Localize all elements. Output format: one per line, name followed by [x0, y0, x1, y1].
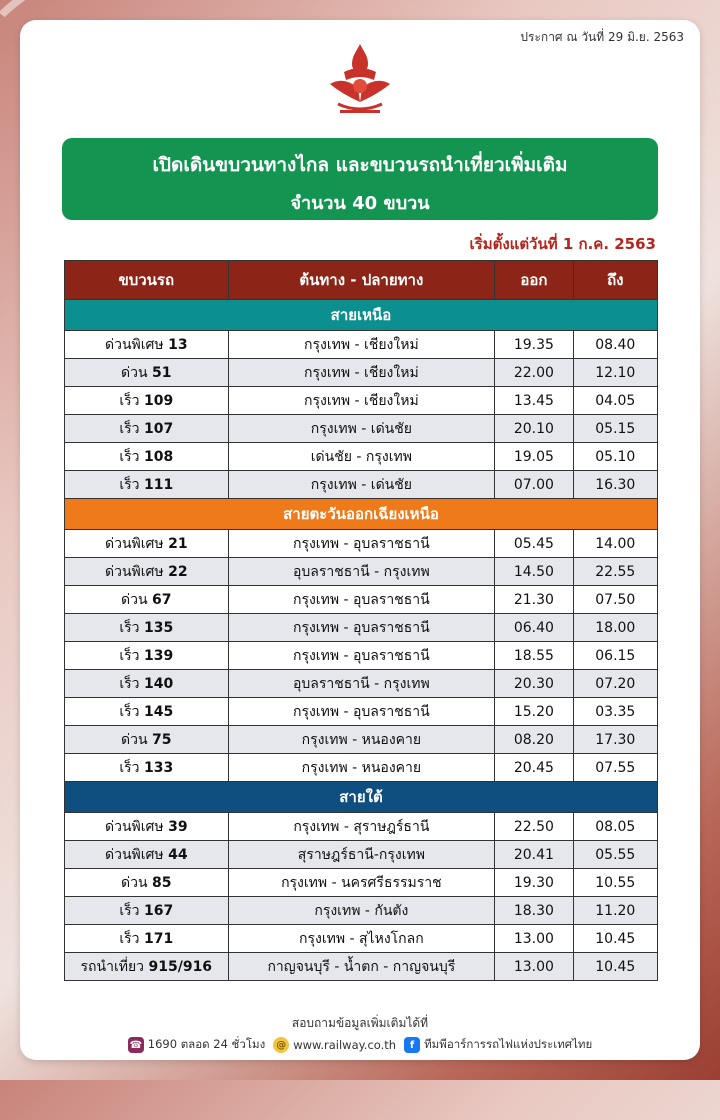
arrive-cell: 08.40 [573, 331, 657, 359]
train-cell [65, 897, 229, 925]
arrive-cell: 18.00 [573, 614, 657, 642]
region-row-north [65, 300, 658, 331]
train-number: 75 [152, 731, 172, 748]
train-cell [65, 754, 229, 782]
arrive-cell: 08.05 [573, 813, 657, 841]
train-type: ด่วนพิเศษ [104, 818, 164, 835]
depart-cell: 07.00 [495, 471, 573, 499]
region-title: สายเหนือ [65, 300, 658, 331]
facebook-icon: f [404, 1037, 420, 1053]
table-row [65, 869, 658, 897]
depart-cell: 08.20 [495, 726, 573, 754]
arrive-cell: 07.55 [573, 754, 657, 782]
route-cell: กรุงเทพ - อุบลราชธานี [228, 698, 495, 726]
table-row [65, 953, 658, 981]
train-cell [65, 443, 229, 471]
depart-cell: 13.00 [495, 925, 573, 953]
website-text: www.railway.co.th [293, 1038, 397, 1052]
depart-cell: 20.45 [495, 754, 573, 782]
route-cell: เด่นชัย - กรุงเทพ [228, 443, 495, 471]
train-cell [65, 415, 229, 443]
route-cell: กรุงเทพ - หนองคาย [228, 726, 495, 754]
table-row [65, 841, 658, 869]
train-cell [65, 359, 229, 387]
depart-cell: 19.30 [495, 869, 573, 897]
table-row [65, 530, 658, 558]
train-cell [65, 670, 229, 698]
train-number: 51 [152, 364, 172, 381]
route-cell: กรุงเทพ - อุบลราชธานี [228, 614, 495, 642]
arrive-cell: 16.30 [573, 471, 657, 499]
depart-cell: 13.00 [495, 953, 573, 981]
arrive-cell: 14.00 [573, 530, 657, 558]
train-type: เร็ว [119, 930, 140, 947]
depart-cell: 19.35 [495, 331, 573, 359]
table-row [65, 813, 658, 841]
table-row [65, 558, 658, 586]
depart-cell: 18.55 [495, 642, 573, 670]
arrive-cell: 22.55 [573, 558, 657, 586]
train-type: ด่วน [121, 591, 148, 608]
arrive-cell: 17.30 [573, 726, 657, 754]
train-number: 167 [143, 902, 174, 919]
arrive-cell: 10.45 [573, 925, 657, 953]
train-number: 109 [143, 392, 174, 409]
train-cell [65, 530, 229, 558]
arrive-cell: 07.20 [573, 670, 657, 698]
route-cell: กรุงเทพ - เชียงใหม่ [228, 359, 495, 387]
phone-contact[interactable] [128, 1036, 265, 1054]
train-number: 107 [143, 420, 174, 437]
header-arrive: ถึง [573, 261, 657, 300]
depart-cell: 13.45 [495, 387, 573, 415]
train-cell [65, 869, 229, 897]
route-cell: กรุงเทพ - อุบลราชธานี [228, 642, 495, 670]
arrive-cell: 12.10 [573, 359, 657, 387]
depart-cell: 20.41 [495, 841, 573, 869]
depart-cell: 18.30 [495, 897, 573, 925]
train-cell [65, 331, 229, 359]
table-row [65, 614, 658, 642]
train-cell [65, 698, 229, 726]
web-icon: @ [273, 1037, 289, 1053]
route-cell: กรุงเทพ - อุบลราชธานี [228, 530, 495, 558]
announcement-card [20, 20, 700, 1060]
srt-logo-icon [324, 42, 396, 122]
route-cell: กรุงเทพ - เด่นชัย [228, 415, 495, 443]
arrive-cell: 10.45 [573, 953, 657, 981]
train-number: 145 [143, 703, 174, 720]
train-cell [65, 726, 229, 754]
depart-cell: 20.30 [495, 670, 573, 698]
train-cell [65, 925, 229, 953]
train-number: 111 [143, 476, 174, 493]
arrive-cell: 05.15 [573, 415, 657, 443]
facebook-link[interactable] [404, 1036, 592, 1054]
route-cell: กรุงเทพ - สุไหงโกลก [228, 925, 495, 953]
route-cell: สุราษฎร์ธานี-กรุงเทพ [228, 841, 495, 869]
table-row [65, 726, 658, 754]
inquiry-text: สอบถามข้อมูลเพิ่มเติมได้ที่ [291, 1016, 429, 1030]
arrive-cell: 06.15 [573, 642, 657, 670]
website-link[interactable] [273, 1037, 396, 1053]
train-number: 140 [143, 675, 174, 692]
table-row [65, 586, 658, 614]
table-row [65, 897, 658, 925]
table-row [65, 359, 658, 387]
region-row-northeast [65, 499, 658, 530]
depart-cell: 14.50 [495, 558, 573, 586]
arrive-cell: 11.20 [573, 897, 657, 925]
train-cell [65, 558, 229, 586]
train-cell [65, 953, 229, 981]
table-row [65, 443, 658, 471]
phone-icon: ☎ [128, 1037, 144, 1053]
route-cell: กรุงเทพ - เชียงใหม่ [228, 331, 495, 359]
route-cell: อุบลราชธานี - กรุงเทพ [228, 558, 495, 586]
depart-cell: 19.05 [495, 443, 573, 471]
depart-cell: 21.30 [495, 586, 573, 614]
header-depart: ออก [495, 261, 573, 300]
train-number: 171 [143, 930, 174, 947]
table-row [65, 670, 658, 698]
train-cell [65, 841, 229, 869]
depart-cell: 20.10 [495, 415, 573, 443]
train-type: รถนำเที่ยว [80, 958, 145, 975]
region-title: สายตะวันออกเฉียงเหนือ [65, 499, 658, 530]
train-number: 22 [168, 563, 188, 580]
table-row [65, 754, 658, 782]
table-row [65, 331, 658, 359]
route-cell: กรุงเทพ - เชียงใหม่ [228, 387, 495, 415]
route-cell: กาญจนบุรี - น้ำตก - กาญจนบุรี [228, 953, 495, 981]
train-type: ด่วน [121, 731, 148, 748]
train-type: ด่วน [121, 364, 148, 381]
train-type: เร็ว [119, 392, 140, 409]
route-cell: อุบลราชธานี - กรุงเทพ [228, 670, 495, 698]
train-type: เร็ว [119, 759, 140, 776]
banner-subtitle: จำนวน 40 ขบวน [290, 193, 430, 214]
train-cell [65, 471, 229, 499]
depart-cell: 06.40 [495, 614, 573, 642]
table-row [65, 415, 658, 443]
train-number: 133 [143, 759, 174, 776]
depart-cell: 22.00 [495, 359, 573, 387]
train-type: เร็ว [119, 647, 140, 664]
train-number: 915/916 [148, 958, 213, 975]
train-type: เร็ว [119, 703, 140, 720]
train-number: 13 [168, 336, 188, 353]
train-number: 85 [152, 874, 172, 891]
train-cell [65, 614, 229, 642]
train-type: เร็ว [119, 448, 140, 465]
arrive-cell: 04.05 [573, 387, 657, 415]
table-row [65, 925, 658, 953]
table-row [65, 471, 658, 499]
phone-text: 1690 ตลอด 24 ชั่วโมง [147, 1037, 266, 1051]
announcement-date: ประกาศ ณ วันที่ 29 มิ.ย. 2563 [520, 30, 684, 44]
train-type: เร็ว [119, 902, 140, 919]
train-type: ด่วนพิเศษ [104, 336, 164, 353]
arrive-cell: 03.35 [573, 698, 657, 726]
train-number: 39 [168, 818, 188, 835]
table-row [65, 642, 658, 670]
table-row [65, 387, 658, 415]
start-date: เริ่มตั้งแต่วันที่ 1 ก.ค. 2563 [469, 235, 656, 253]
route-cell: กรุงเทพ - นครศรีธรรมราช [228, 869, 495, 897]
train-cell [65, 586, 229, 614]
train-number: 44 [168, 846, 188, 863]
train-type: ด่วนพิเศษ [104, 846, 164, 863]
train-type: ด่วนพิเศษ [104, 535, 164, 552]
arrive-cell: 05.55 [573, 841, 657, 869]
arrive-cell: 07.50 [573, 586, 657, 614]
header-train: ขบวนรถ [65, 261, 229, 300]
train-number: 108 [143, 448, 174, 465]
region-title: สายใต้ [65, 782, 658, 813]
route-cell: กรุงเทพ - หนองคาย [228, 754, 495, 782]
train-cell [65, 642, 229, 670]
train-type: เร็ว [119, 420, 140, 437]
train-cell [65, 387, 229, 415]
train-number: 135 [143, 619, 174, 636]
train-type: เร็ว [119, 619, 140, 636]
depart-cell: 05.45 [495, 530, 573, 558]
route-cell: กรุงเทพ - สุราษฎร์ธานี [228, 813, 495, 841]
train-number: 67 [152, 591, 172, 608]
train-number: 21 [168, 535, 188, 552]
region-row-south [65, 782, 658, 813]
banner-title: เปิดเดินขบวนทางไกล และขบวนรถนำเที่ยวเพิ่มเติม [152, 154, 568, 176]
header-route: ต้นทาง - ปลายทาง [228, 261, 495, 300]
schedule-table [64, 260, 658, 981]
route-cell: กรุงเทพ - เด่นชัย [228, 471, 495, 499]
depart-cell: 22.50 [495, 813, 573, 841]
depart-cell: 15.20 [495, 698, 573, 726]
facebook-text: ทีมพีอาร์การรถไฟแห่งประเทศไทย [424, 1037, 593, 1051]
train-type: เร็ว [119, 476, 140, 493]
train-cell [65, 813, 229, 841]
arrive-cell: 10.55 [573, 869, 657, 897]
table-row [65, 698, 658, 726]
route-cell: กรุงเทพ - อุบลราชธานี [228, 586, 495, 614]
route-cell: กรุงเทพ - กันตัง [228, 897, 495, 925]
train-number: 139 [143, 647, 174, 664]
table-header-row [65, 261, 658, 300]
arrive-cell: 05.10 [573, 443, 657, 471]
train-type: เร็ว [119, 675, 140, 692]
contact-footer [20, 1036, 700, 1054]
title-banner [62, 138, 658, 220]
train-type: ด่วน [121, 874, 148, 891]
train-type: ด่วนพิเศษ [104, 563, 164, 580]
